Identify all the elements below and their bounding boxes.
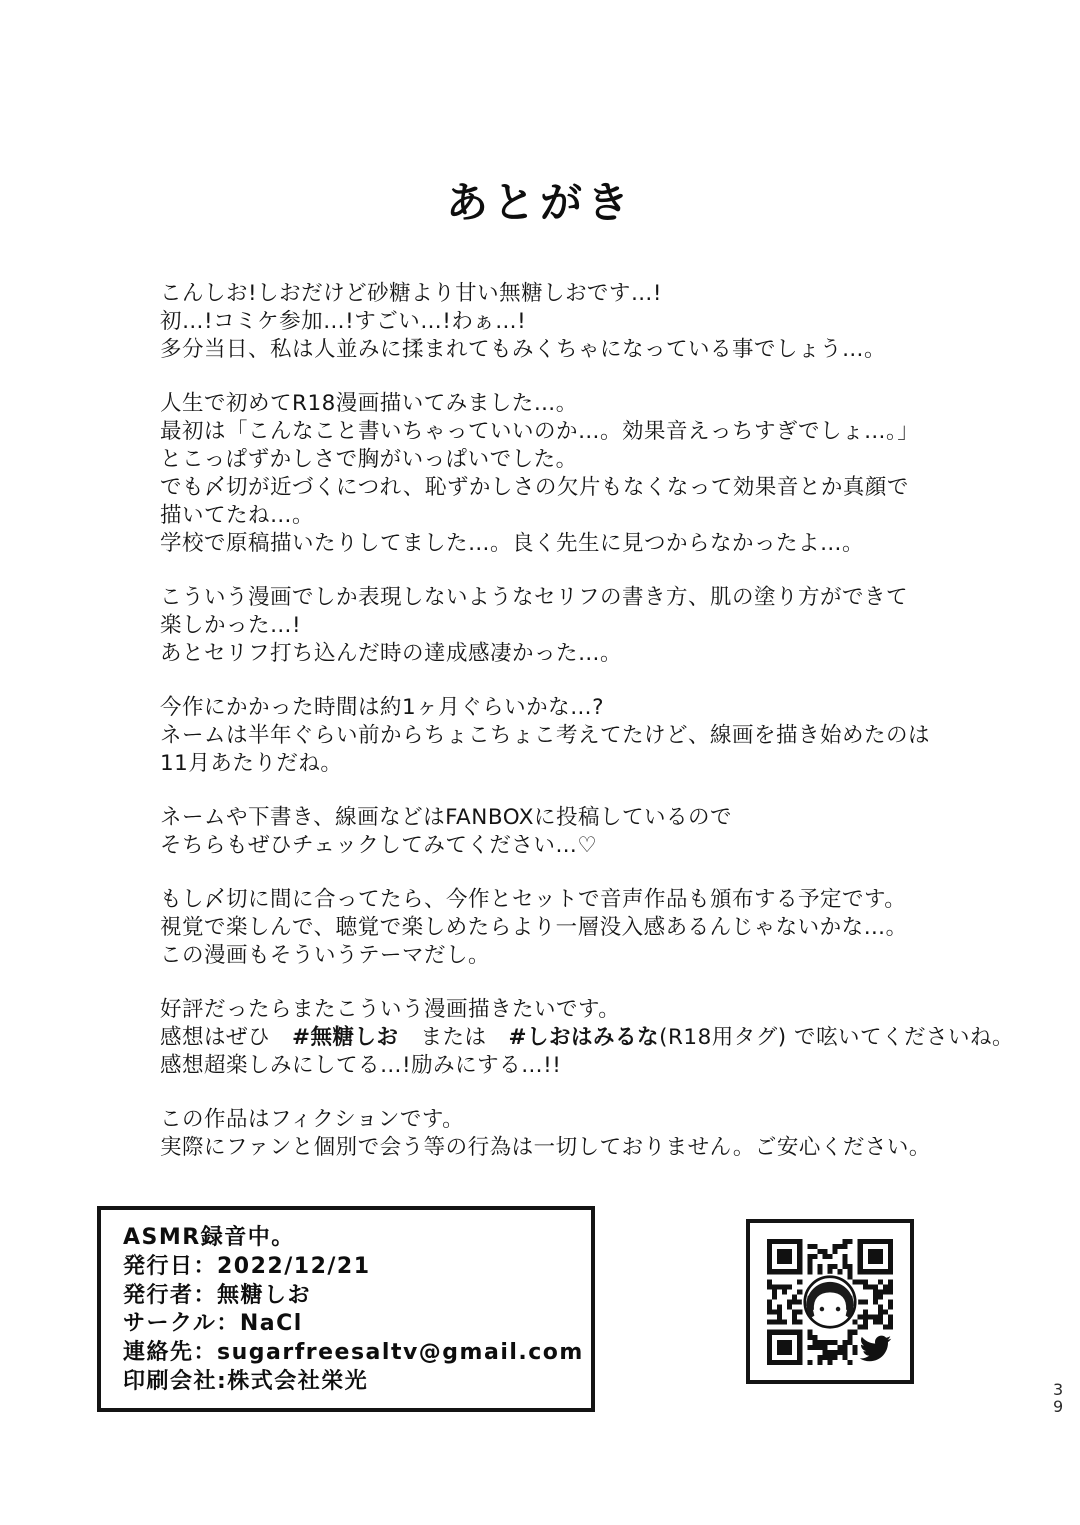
page-title: あとがき: [445, 178, 634, 227]
hashtag-line-post: (R18用タグ) で呟いてくださいね。: [659, 1025, 1014, 1050]
twitter-bird-icon: [860, 1335, 891, 1361]
twitter-qr-code: [767, 1239, 893, 1365]
colophon-contact-email: 連絡先：sugarfreesaltv@gmail.com: [123, 1340, 584, 1366]
text-line: こんしお!しおだけど砂糖より甘い無糖しおです…!: [160, 281, 663, 306]
text-line: 楽しかった…!: [160, 613, 302, 638]
avatar: [802, 1273, 858, 1329]
text-line: もし〆切に間に合ってたら、今作とセットで音声作品も頒布する予定です。: [160, 887, 907, 912]
text-line: ネームは半年ぐらい前からちょこちょこ考えてたけど、線画を描き始めたのは: [160, 723, 931, 748]
colophon-printer: 印刷会社:株式会社栄光: [123, 1368, 369, 1394]
colophon-circle: サークル：NaCl: [123, 1311, 303, 1337]
text-line: 人生で初めてR18漫画描いてみました…。: [160, 391, 578, 416]
paragraph-expression: [160, 584, 1040, 668]
text-line: ネームや下書き、線画などはFANBOXに投稿しているので: [160, 805, 732, 830]
text-line: こういう漫画でしか表現しないようなセリフの書き方、肌の塗り方ができて: [160, 585, 909, 610]
text-line: 好評だったらまたこういう漫画描きたいです。: [160, 997, 621, 1022]
text-line: この作品はフィクションです。: [160, 1107, 465, 1132]
paragraph-fanbox: [160, 804, 1040, 860]
text-line: この漫画もそういうテーマだし。: [160, 943, 491, 968]
qr-code-box: [746, 1219, 914, 1384]
paragraph-disclaimer: [160, 1106, 1040, 1162]
colophon-box: [97, 1206, 595, 1412]
text-line: とこっぱずかしさで胸がいっぱいでした。: [160, 447, 578, 472]
paragraph-feedback: [160, 996, 1040, 1080]
hashtag-mutou-shio: #無糖しお: [292, 1025, 399, 1050]
paragraph-voice-work: [160, 886, 1040, 970]
hashtag-line-mid: または: [398, 1025, 509, 1050]
text-line: 最初は「こんなこと書いちゃっていいのか…。効果音えっちすぎでしょ…。」: [160, 419, 920, 444]
text-line: 11月あたりだね。: [160, 751, 343, 776]
paragraph-timeline: [160, 694, 1040, 778]
text-line: 初…!コミケ参加…!すごい…!わぁ…!: [160, 309, 527, 334]
text-line-hashtags: [160, 1024, 1040, 1052]
page-number: 39: [1053, 1380, 1064, 1416]
paragraph-first-r18: [160, 390, 1040, 558]
paragraph-greeting: [160, 280, 1040, 364]
text-line: 感想超楽しみにしてる…!励みにする…!!: [160, 1053, 562, 1078]
text-line: 今作にかかった時間は約1ヶ月ぐらいかな…?: [160, 695, 605, 720]
text-line: 多分当日、私は人並みに揉まれてもみくちゃになっている事でしょう…。: [160, 337, 887, 362]
colophon-publisher: 発行者：無糖しお: [123, 1282, 312, 1308]
text-line: あとセリフ打ち込んだ時の達成感凄かった…。: [160, 641, 623, 666]
text-line: 学校で原稿描いたりしてました…。良く先生に見つからなかったよ…。: [160, 531, 865, 556]
colophon-publish-date: 発行日：2022/12/21: [123, 1253, 371, 1279]
afterword-text: [160, 280, 1040, 1188]
text-line: そちらもぜひチェックしてみてください…♡: [160, 833, 598, 858]
colophon-title: ASMR録音中。: [123, 1225, 295, 1250]
hashtag-line-pre: 感想はぜひ: [160, 1025, 293, 1050]
text-line: 視覚で楽しんで、聴覚で楽しめたらより一層没入感あるんじゃないかな…。: [160, 915, 908, 940]
text-line: 実際にファンと個別で会う等の行為は一切しておりません。ご安心ください。: [160, 1135, 931, 1160]
text-line: 描いてたね…。: [160, 503, 315, 528]
text-line: でも〆切が近づくにつれ、恥ずかしさの欠片もなくなって効果音とか真顔で: [160, 475, 909, 500]
hashtag-shio-wa-miruna: #しおはみるな: [508, 1025, 660, 1050]
